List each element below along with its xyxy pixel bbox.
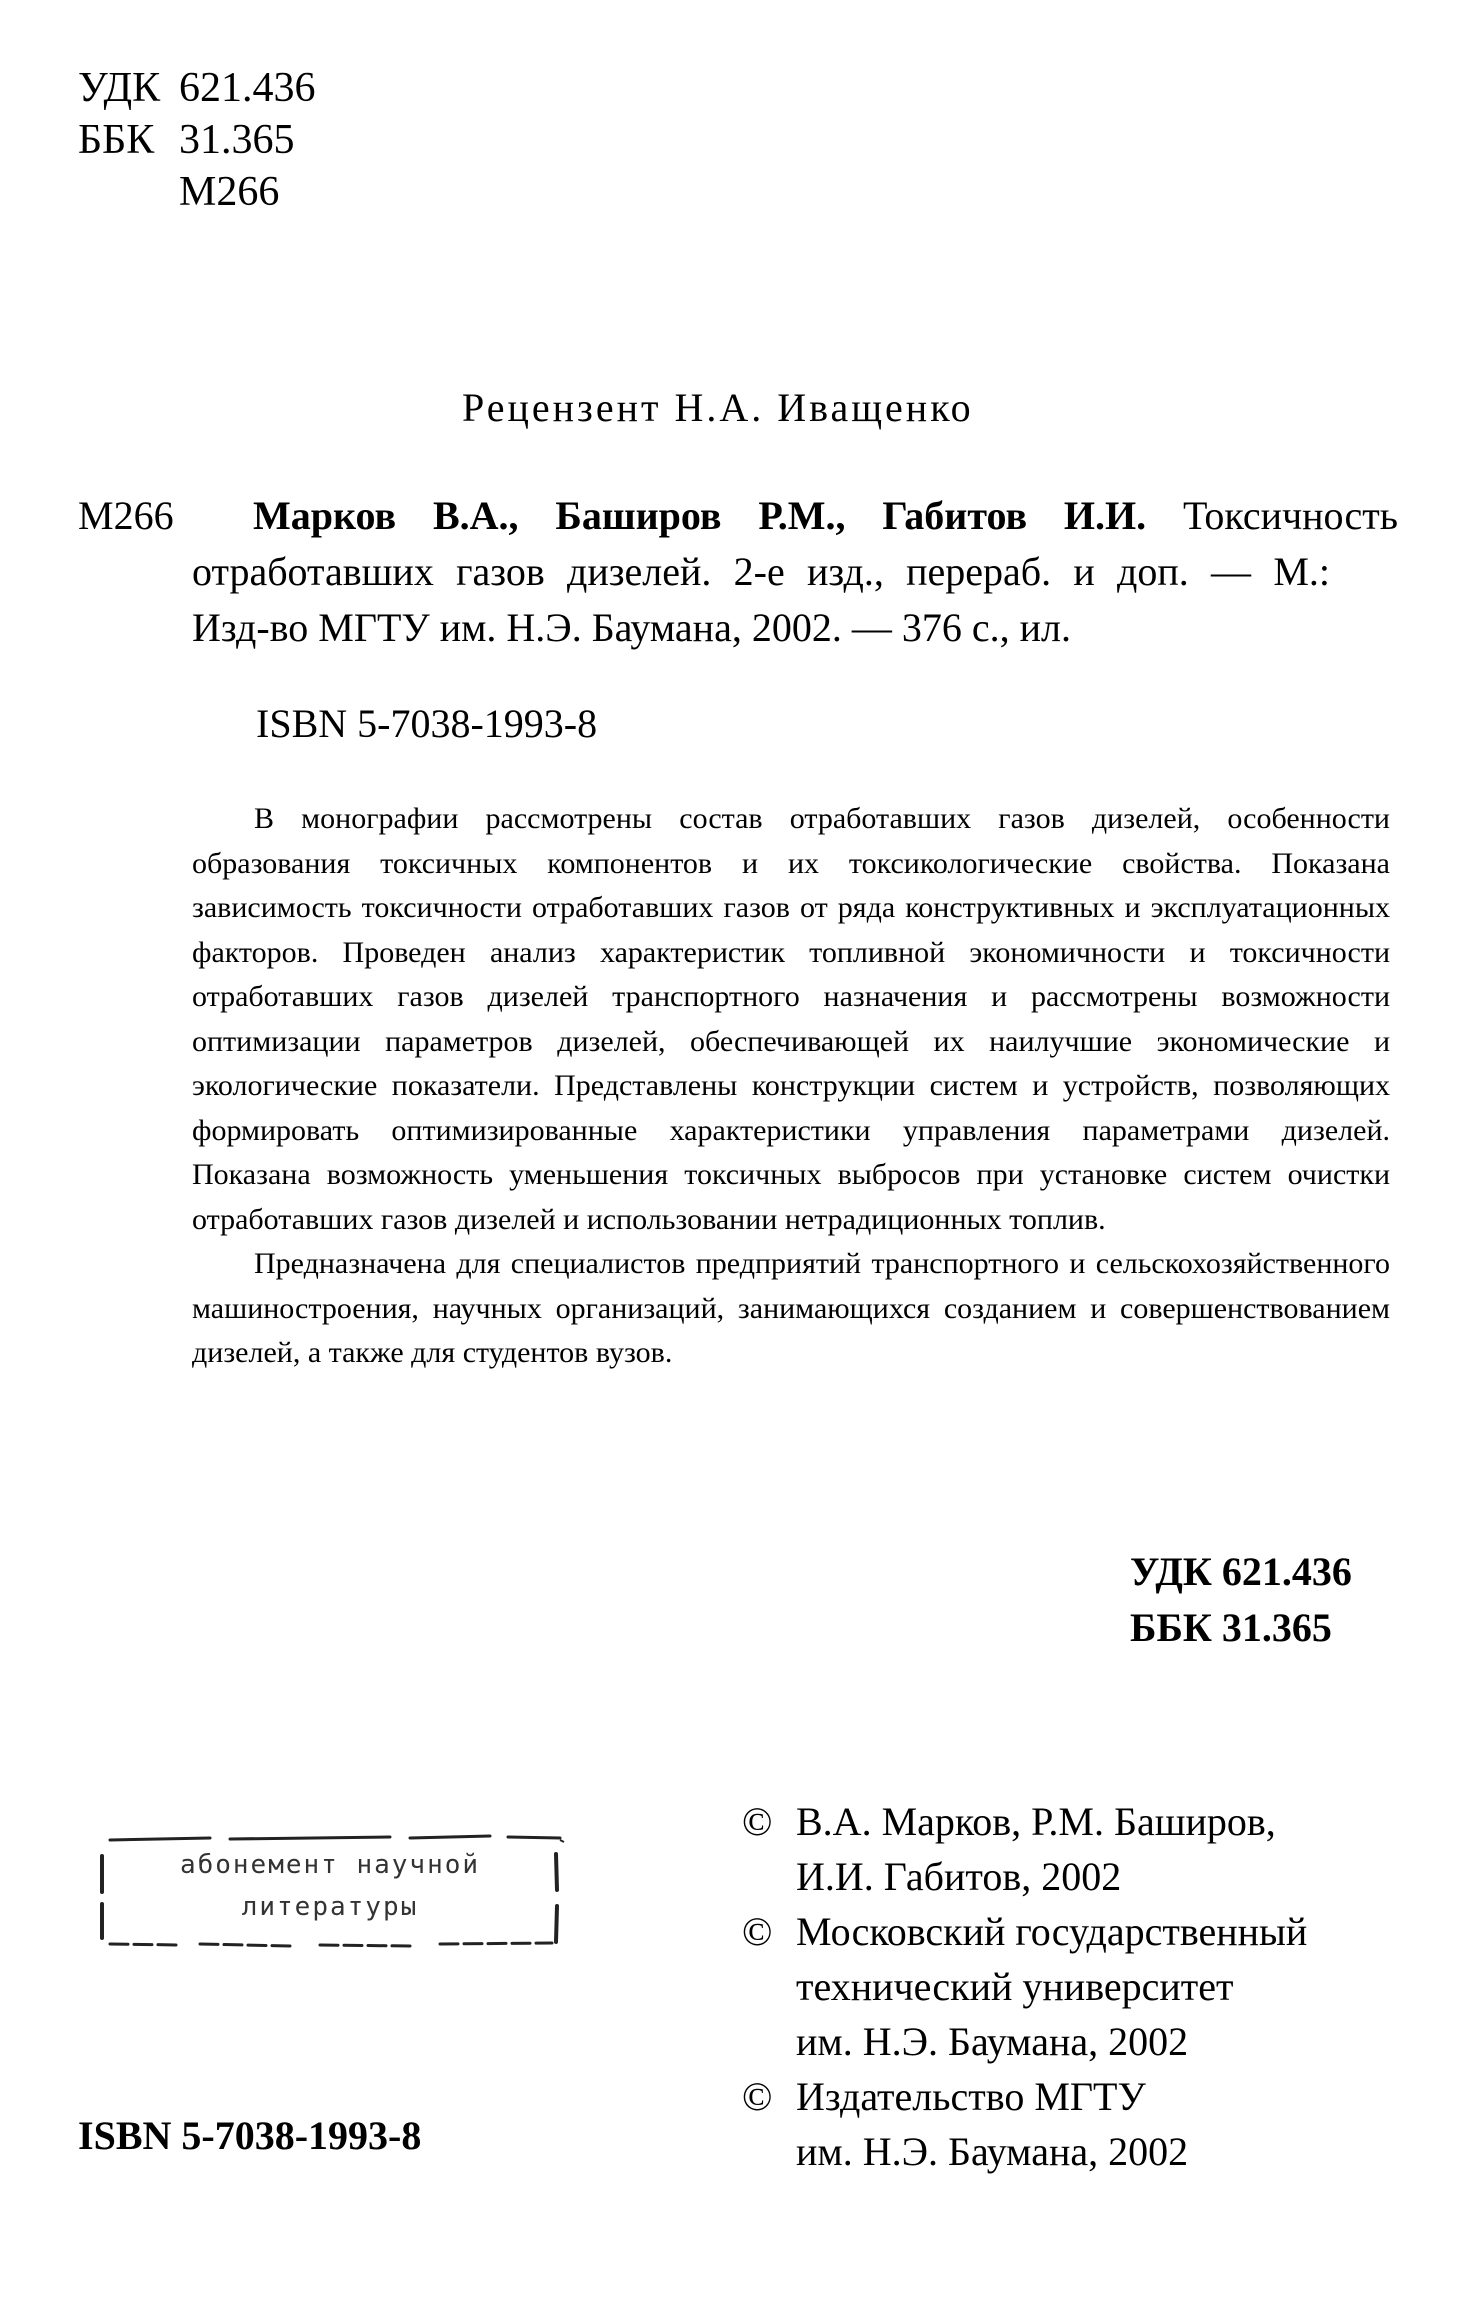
copyright-1-line-1	[742, 1794, 1307, 1849]
copyright-3-text-1: Издательство МГТУ	[796, 2074, 1146, 2119]
biblio-text	[253, 488, 1398, 544]
udk-row	[78, 62, 316, 114]
author-code: М266	[179, 169, 280, 215]
abstract-paragraph-1: В монографии рассмотрены состав отработавших газов дизелей, особенности образования токсичных компонентов и их токсикологические свойства. Показана зависимость токсичности отработавших газов от ряда конструктивных и эксплуатационных факторов. Проведен анализ характеристик топливной экономичности и токсичности отработавших газов дизелей транспортного назначения и рассмотрены возможности оптимизации параметров дизелей, обеспечивающей их наилучшие экономические и экологические показатели. Представлены конструкции систем и устройств, позволяющих формировать оптимизированные характеристики управления параметрами дизелей. Показана возможность уменьшения токсичных выбросов при установке систем очистки отработавших газов дизелей и использовании нетрадиционных топлив.	[192, 802, 1390, 1236]
biblio-line-1	[253, 488, 1398, 544]
bottom-classification-codes	[1130, 1544, 1352, 1656]
copyright-2-line-1	[742, 1904, 1307, 1959]
biblio-authors: Марков В.А., Баширов Р.М., Габитов И.И.	[253, 493, 1147, 538]
bottom-udk: УДК 621.436	[1130, 1549, 1352, 1594]
copyright-2-line-2: технический университет	[796, 1964, 1234, 2009]
copyright-1-line-2: И.И. Габитов, 2002	[796, 1854, 1122, 1899]
biblio-title-part1: Токсичность	[1182, 493, 1398, 538]
reviewer-line: Рецензент Н.А. Иващенко	[462, 385, 974, 430]
biblio-code: М266	[78, 493, 174, 538]
copyright-3-line-1	[742, 2069, 1307, 2124]
isbn-top: ISBN 5-7038-1993-8	[256, 701, 598, 746]
copyright-1-symbol: ©	[742, 1799, 773, 1844]
udk-value: 621.436	[179, 65, 316, 111]
library-stamp	[90, 1820, 570, 1960]
bbk-row	[78, 114, 316, 166]
copyright-2-text-1: Московский государственный	[796, 1909, 1308, 1954]
copyright-2-symbol: ©	[742, 1909, 773, 1954]
stamp-border-icon	[90, 1820, 570, 1960]
copyright-notices	[742, 1794, 1307, 2179]
copyright-3-symbol: ©	[742, 2074, 773, 2119]
bbk-value: 31.365	[179, 117, 295, 163]
abstract-paragraph-2: Предназначена для специалистов предприятий транспортного и сельскохозяйственного машиностроения, научных организаций, занимающихся созданием и совершенствованием дизелей, а также для студентов вузов.	[192, 1247, 1390, 1369]
stamp-line-2: литературы	[241, 1892, 419, 1922]
udk-label: УДК	[78, 65, 161, 111]
bbk-label: ББК	[78, 117, 155, 163]
copyright-1-text-1: В.А. Марков, Р.М. Баширов,	[796, 1799, 1276, 1844]
biblio-line-2: отработавших газов дизелей. 2-е изд., перераб. и доп. — М.:	[192, 549, 1330, 594]
isbn-bottom: ISBN 5-7038-1993-8	[78, 2113, 422, 2158]
author-code-row	[78, 166, 316, 218]
copyright-3-line-2: им. Н.Э. Баумана, 2002	[796, 2129, 1189, 2174]
abstract	[192, 797, 1390, 1376]
copyright-2-line-3: им. Н.Э. Баумана, 2002	[796, 2019, 1189, 2064]
biblio-line-3: Изд-во МГТУ им. Н.Э. Баумана, 2002. — 376 с., ил.	[192, 605, 1071, 650]
bibliographic-record	[78, 488, 1398, 656]
bottom-bbk: ББК 31.365	[1130, 1605, 1332, 1650]
classification-codes	[78, 62, 316, 218]
stamp-line-1: абонемент научной	[179, 1850, 481, 1880]
